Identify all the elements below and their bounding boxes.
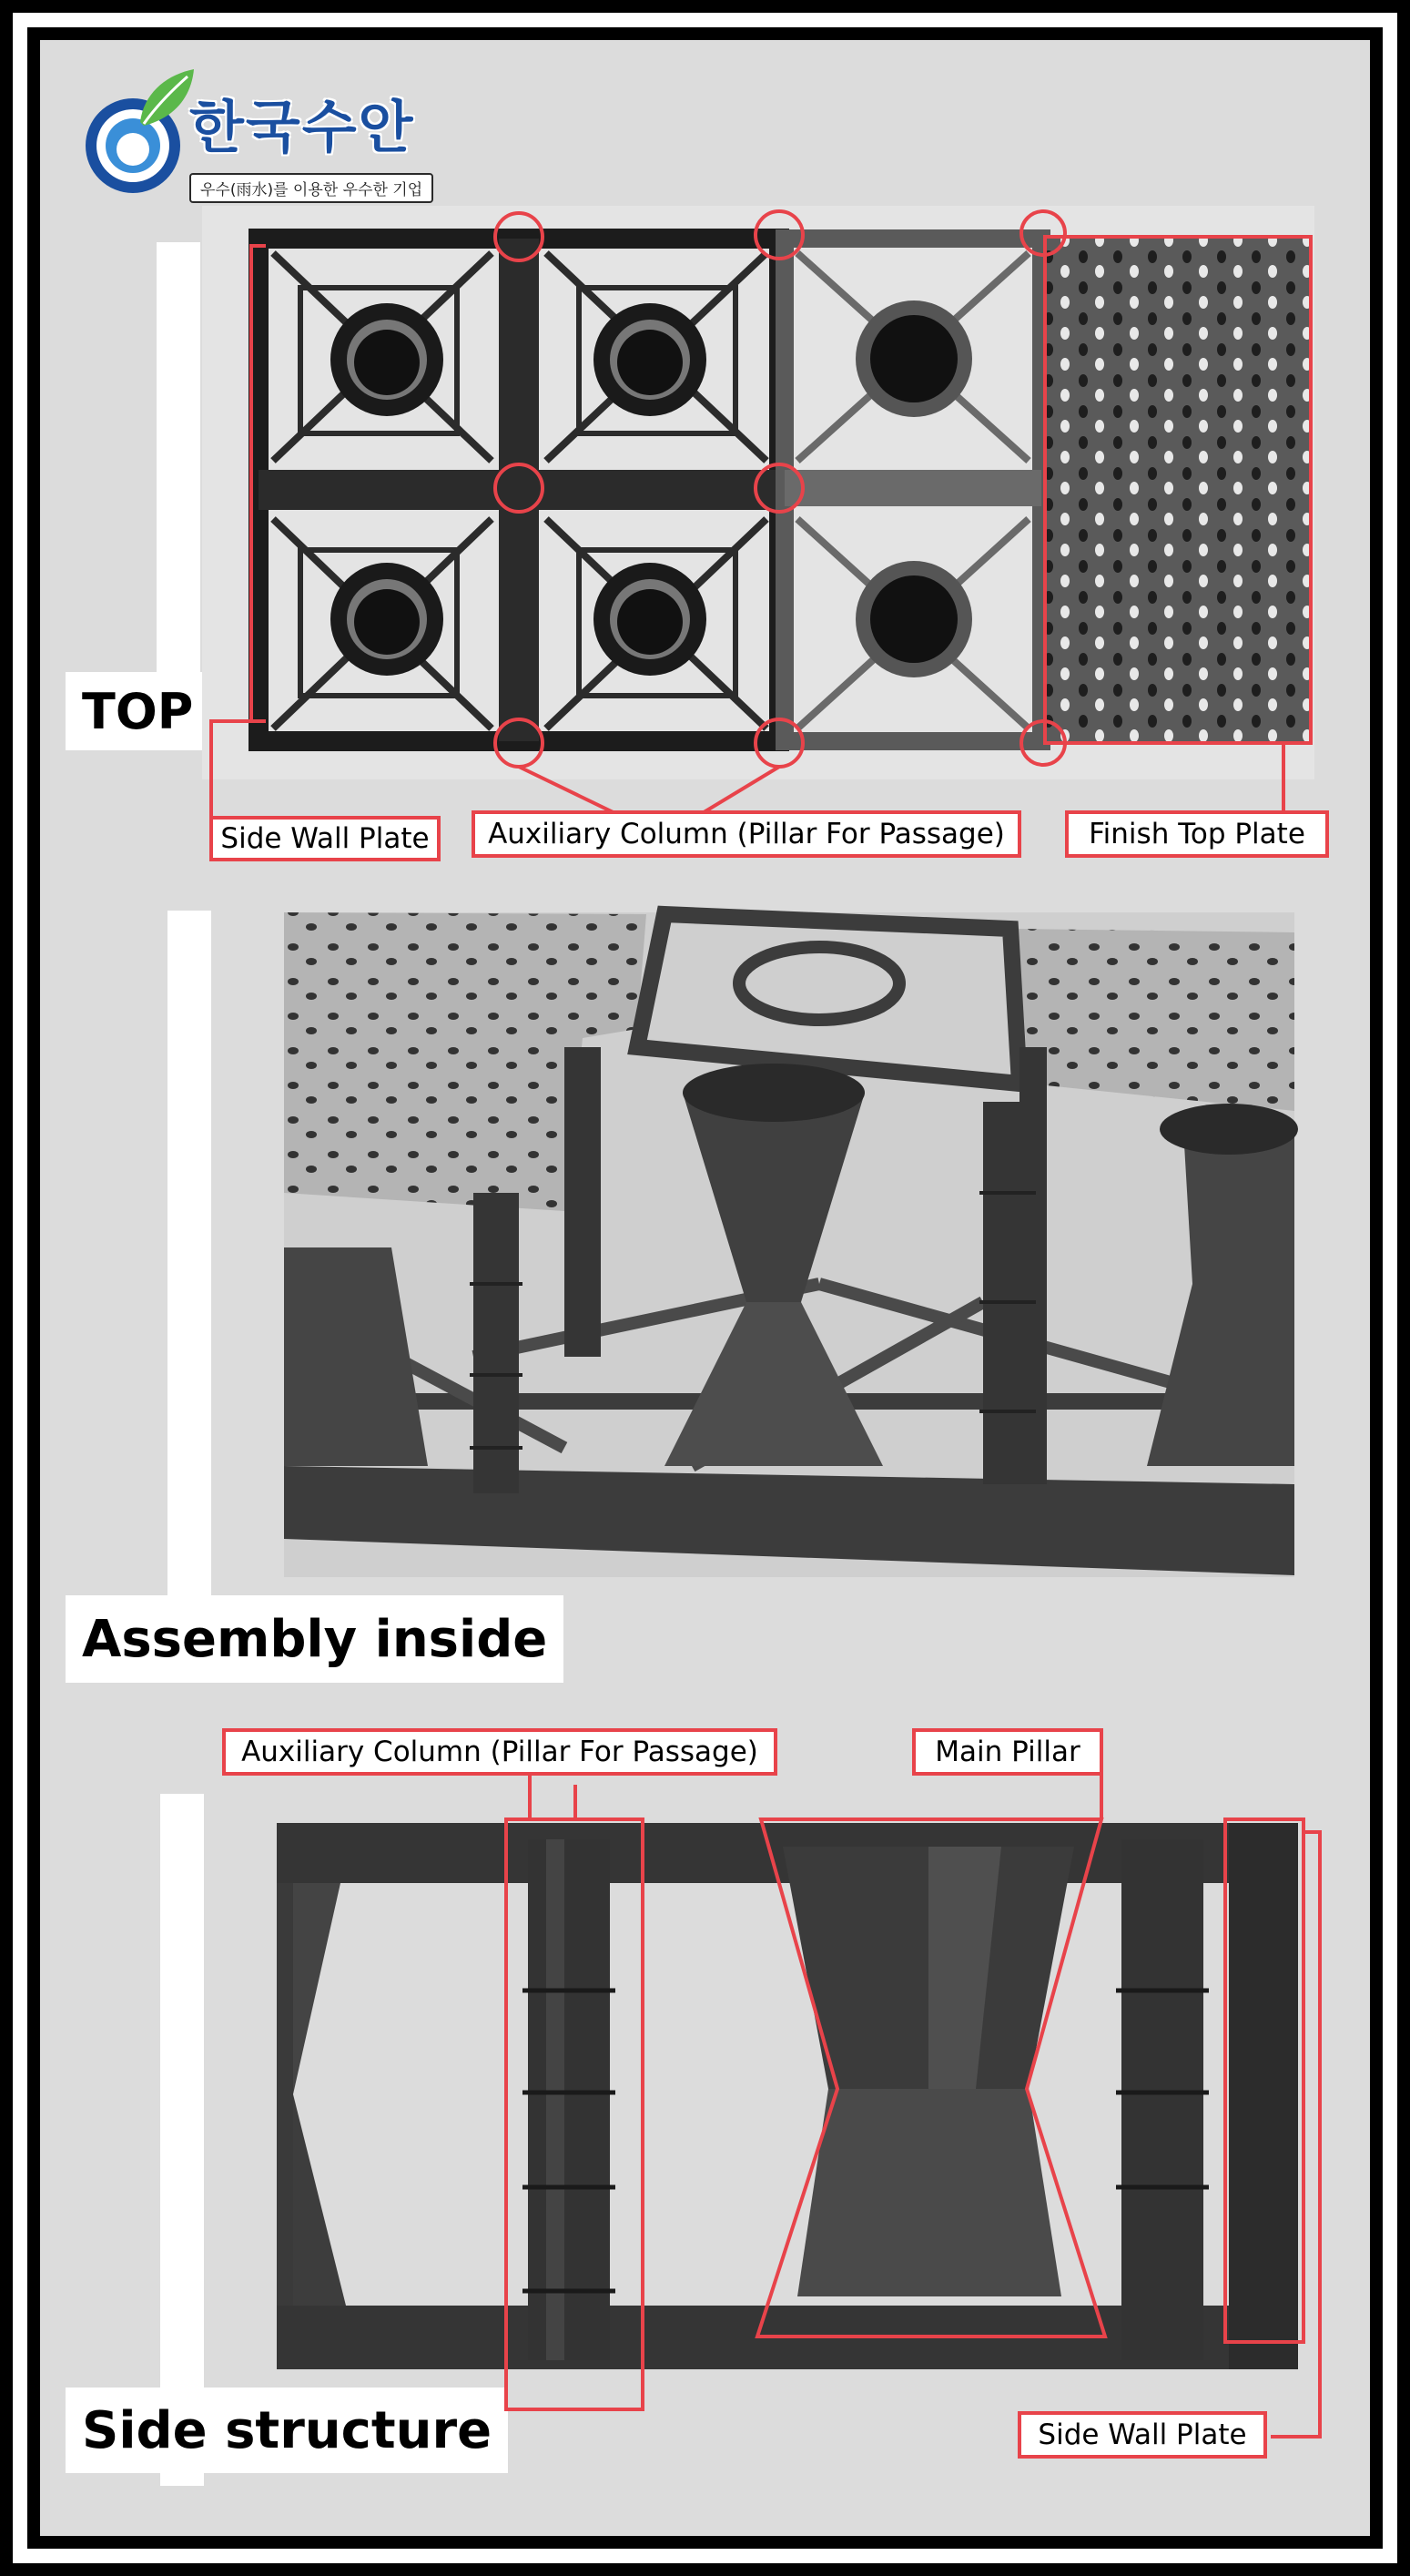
- callout-top-side-wall-plate: Side Wall Plate: [209, 816, 441, 861]
- top-view-drawing: [0, 0, 1410, 820]
- callout-top-auxiliary-column: Auxiliary Column (Pillar For Passage): [472, 810, 1021, 858]
- callout-main-pillar: Main Pillar: [912, 1728, 1103, 1776]
- side-structure-drawing: [0, 1776, 1410, 2522]
- section-title-assembly: Assembly inside: [66, 1595, 563, 1683]
- callout-side-auxiliary-column: Auxiliary Column (Pillar For Passage): [222, 1728, 777, 1776]
- section-title-side: Side structure: [66, 2388, 508, 2473]
- logo-subtitle: 우수(雨水)를 이용한 우수한 기업: [189, 173, 433, 203]
- top-dark-modules: [259, 239, 779, 741]
- callout-side-side-wall-plate: Side Wall Plate: [1018, 2411, 1267, 2459]
- finish-top-plate-graphic: [1045, 239, 1309, 741]
- assembly-drawing: [0, 901, 1410, 1812]
- section-title-top: TOP: [66, 672, 209, 750]
- callout-finish-top-plate: Finish Top Plate: [1065, 810, 1329, 858]
- logo-title: 한국수안: [189, 94, 415, 160]
